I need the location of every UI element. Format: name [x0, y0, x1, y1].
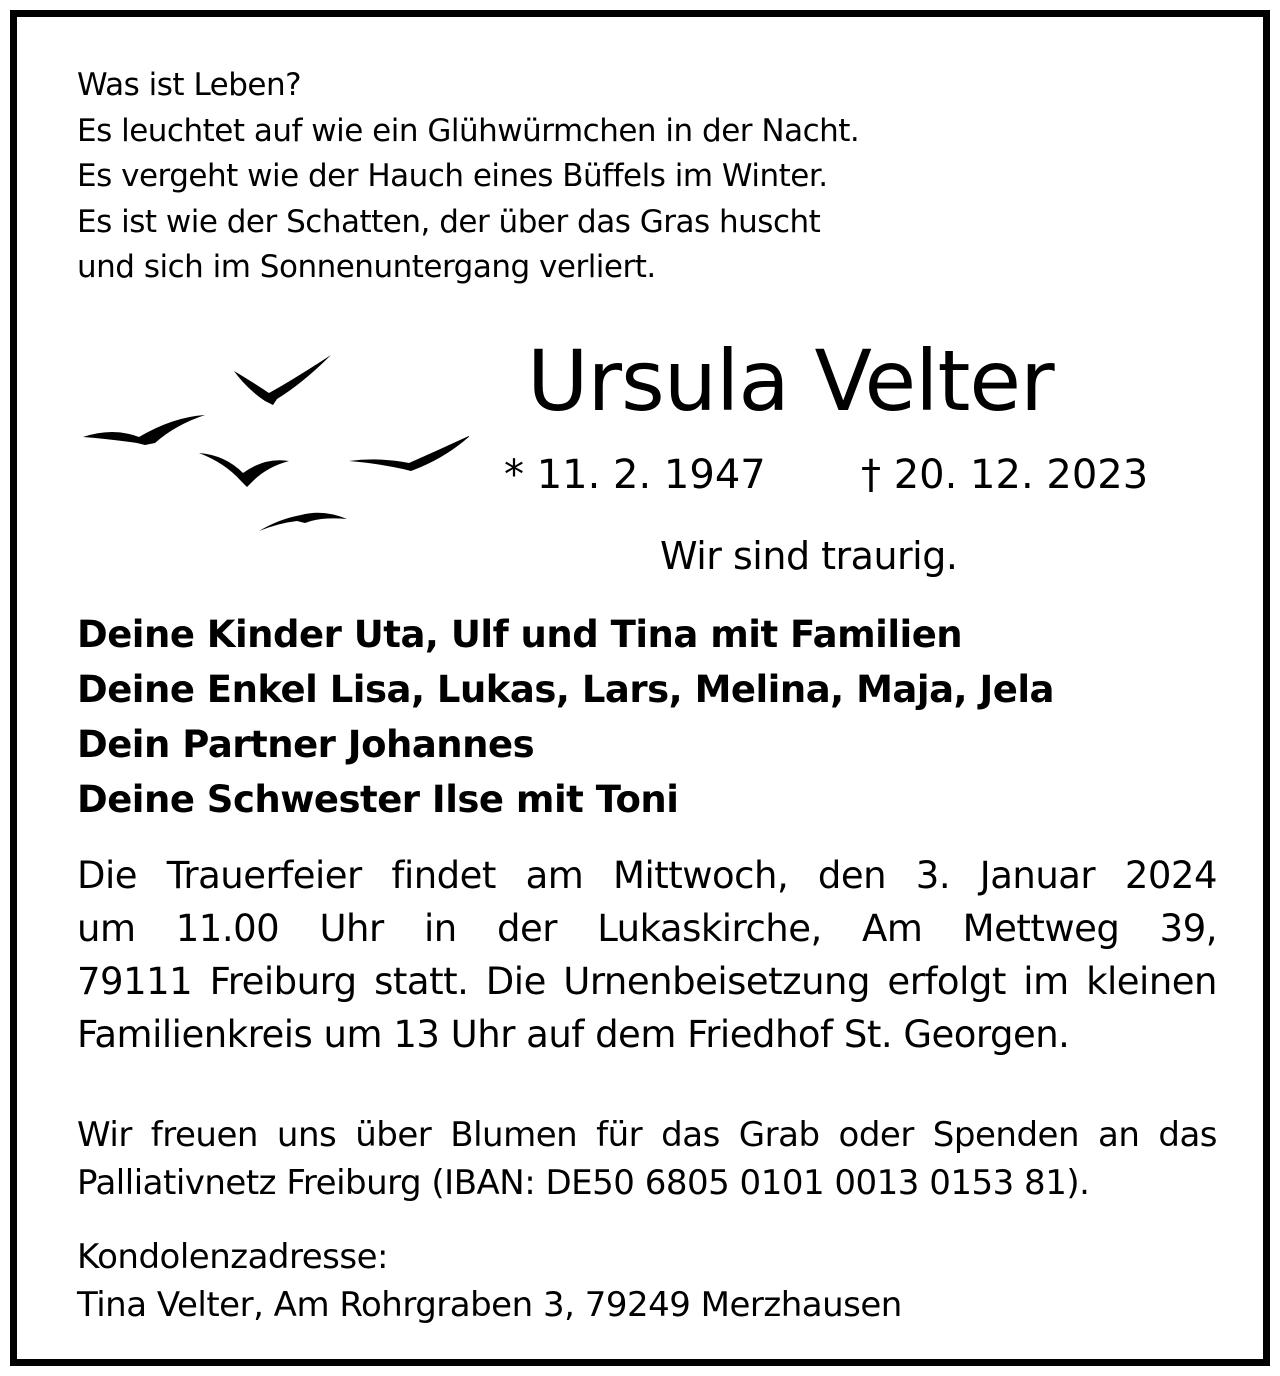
family-list	[77, 607, 1054, 827]
death-date: † 20. 12. 2023	[861, 452, 1149, 498]
ceremony-line: um 11.00 Uhr in der Lukaskirche, Am Mettweg 39,	[77, 907, 1217, 950]
family-line: Deine Enkel Lisa, Lukas, Lars, Melina, Maja, Jela	[77, 668, 1054, 711]
donation-line: Palliativnetz Freiburg (IBAN: DE50 6805 0101 0013 0153 81).	[77, 1163, 1090, 1203]
poem-line: Es vergeht wie der Hauch eines Büffels im Winter.	[77, 158, 828, 194]
ceremony-info	[77, 849, 1217, 1061]
family-line: Deine Schwester Ilse mit Toni	[77, 778, 679, 821]
poem	[77, 63, 859, 291]
ceremony-line: Die Trauerfeier findet am Mittwoch, den 3. Januar 2024	[77, 854, 1217, 897]
condolence-address	[77, 1233, 902, 1329]
family-line: Dein Partner Johannes	[77, 723, 535, 766]
bird-silhouette	[199, 453, 289, 487]
ceremony-line: 79111 Freiburg statt. Die Urnenbeisetzung erfolgt im kleinen	[77, 960, 1217, 1003]
donation-line: Wir freuen uns über Blumen für das Grab oder Spenden an das	[77, 1115, 1217, 1155]
poem-line: Es leuchtet auf wie ein Glühwürmchen in der Nacht.	[77, 112, 860, 149]
condolence-address-line: Tina Velter, Am Rohrgraben 3, 79249 Merzhausen	[77, 1285, 902, 1325]
deceased-name: Ursula Velter	[527, 332, 1054, 430]
bird-silhouette	[349, 435, 469, 471]
flying-birds-icon	[79, 353, 469, 533]
bird-silhouette	[259, 513, 347, 531]
bird-silhouette	[83, 415, 205, 445]
ceremony-line: Familienkreis um 13 Uhr auf dem Friedhof St. Georgen.	[77, 1013, 1070, 1056]
obituary-notice	[10, 10, 1270, 1366]
grief-statement: Wir sind traurig.	[660, 534, 958, 578]
condolence-label: Kondolenzadresse:	[77, 1237, 388, 1277]
poem-line: Es ist wie der Schatten, der über das Gras huscht	[77, 203, 821, 240]
donation-info	[77, 1111, 1217, 1207]
poem-line: Was ist Leben?	[77, 67, 302, 103]
family-line: Deine Kinder Uta, Ulf und Tina mit Familien	[77, 613, 963, 656]
poem-line: und sich im Sonnenuntergang verliert.	[77, 249, 656, 285]
birth-date: * 11. 2. 1947	[504, 452, 766, 498]
bird-silhouette	[234, 355, 331, 405]
